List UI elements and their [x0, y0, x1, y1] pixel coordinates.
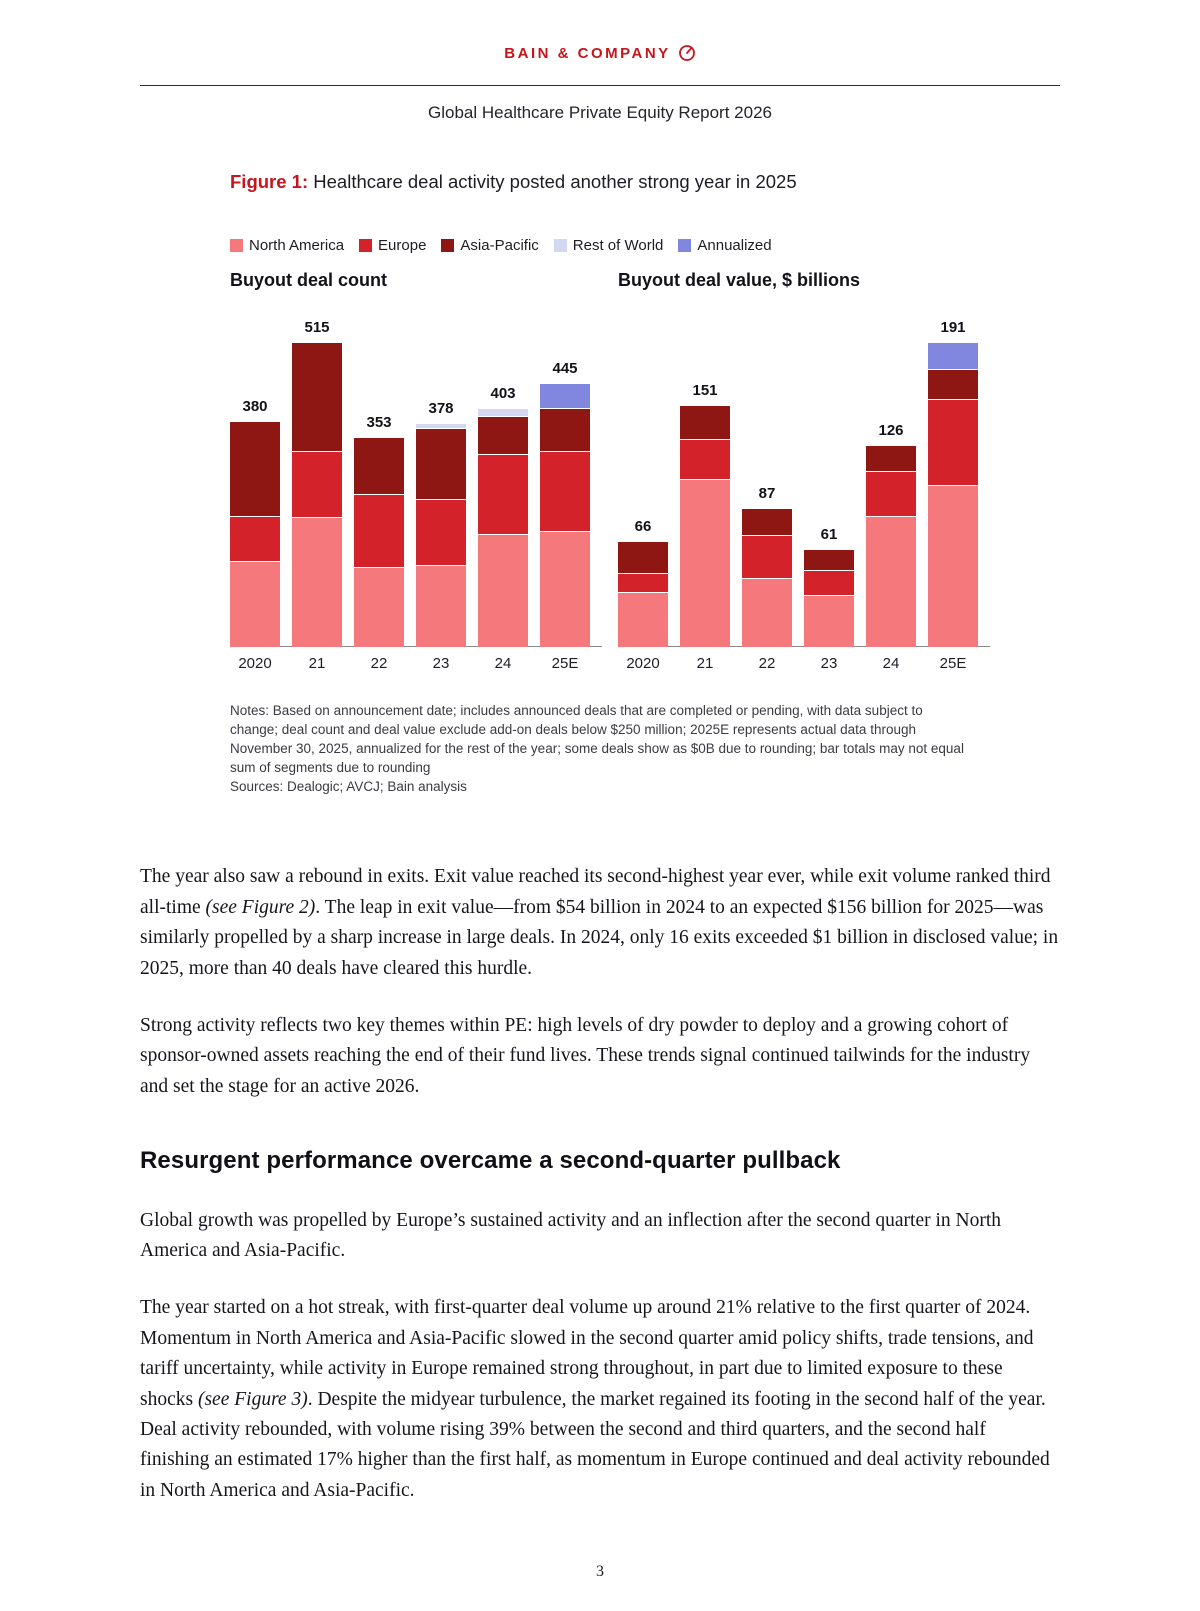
text-segment: Strong activity reflects two key themes within PE: high levels of dry powder to deploy and a growing cohort of sponsor-owned assets reaching the end of their fund lives. These trends signal continued tailwinds for the industry and set the stage for an active 2026. — [140, 1014, 1031, 1097]
bar-segment-north-america — [354, 567, 404, 646]
bar-segment-annualized — [928, 342, 978, 369]
bar-total-label: 353 — [366, 414, 392, 432]
bar-stack — [540, 359, 590, 647]
legend-label: Rest of World — [572, 236, 664, 254]
bar-total-label: 515 — [304, 318, 330, 336]
bar-segment-asia-pacific — [804, 549, 854, 570]
bar-segment-north-america — [292, 517, 342, 647]
text-segment: . The leap in exit value—from $54 billion in 2024 to an expected $156 billion for 2025—was similarly propelled by a sharp increase in large deals. In 2024, only 16 exits exceeded $1 billion in disclosed value; in 2025, more than 40 deals have cleared this hurdle. — [140, 896, 1059, 979]
figure-notes: Notes: Based on announcement date; includes announced deals that are completed or pending, with data subject to change; deal count and deal value exclude add-on deals below $250 million; 2025E represents actual data through November 30, 2025, annualized for the rest of the year; some deals show as $0B due to rounding; bar totals may not equal sum of segments due to rounding — [230, 702, 964, 775]
bar-stack — [478, 384, 528, 647]
bar-stack — [866, 422, 916, 646]
bar-stack — [618, 518, 668, 646]
legend-label: Annualized — [697, 236, 772, 254]
bar-segment-asia-pacific — [354, 437, 404, 493]
legend-item — [230, 237, 344, 254]
bar-column-21 — [292, 318, 342, 673]
bar-segment-north-america — [742, 578, 792, 647]
x-tick-label: 21 — [308, 654, 326, 672]
figure-reference: (see Figure 2) — [205, 896, 316, 918]
legend-label: North America — [249, 236, 345, 254]
header — [140, 44, 1060, 63]
legend-swatch — [554, 239, 567, 252]
bar-total-label: 87 — [758, 484, 776, 502]
bar-segment-europe — [292, 451, 342, 517]
x-tick-label: 23 — [820, 654, 838, 672]
x-tick-label: 25E — [939, 654, 967, 672]
bar-segment-asia-pacific — [416, 428, 466, 499]
bar-stack — [680, 382, 730, 646]
bar-total-label: 380 — [242, 398, 268, 416]
legend-swatch — [359, 239, 372, 252]
body-paragraph — [140, 1206, 1060, 1267]
figure-1 — [230, 171, 1060, 797]
bar-segment-asia-pacific — [292, 342, 342, 451]
bar-column-2020 — [230, 398, 280, 672]
bar-total-label: 66 — [634, 518, 652, 536]
charts-row — [230, 270, 1060, 673]
bar-segment-north-america — [618, 592, 668, 646]
bar-segment-europe — [478, 454, 528, 534]
bar-column-24 — [478, 384, 528, 673]
bar-column-23 — [804, 526, 854, 672]
bar-segment-europe — [804, 570, 854, 596]
figure-label: Figure 1: — [230, 170, 309, 192]
text-segment: The year also saw a rebound in exits. Exit value reached its second-highest year ever, while exit volume ranked third all-time — [140, 866, 1051, 918]
figure-caption: Healthcare deal activity posted another strong year in 2025 — [313, 170, 797, 192]
bar-column-22 — [354, 414, 404, 672]
bar-segment-north-america — [866, 516, 916, 647]
bar-segment-europe — [618, 573, 668, 592]
legend-item — [678, 237, 771, 254]
chart-plot — [618, 313, 990, 673]
body-copy — [140, 862, 1060, 1533]
bar-segment-europe — [230, 516, 280, 560]
bar-segment-europe — [866, 471, 916, 516]
bar-segment-north-america — [416, 565, 466, 647]
bar-segment-north-america — [540, 531, 590, 647]
chart-plot — [230, 313, 602, 673]
bar-segment-rest-of-world — [478, 408, 528, 416]
bar-stack — [928, 318, 978, 647]
bar-total-label: 403 — [490, 384, 516, 402]
chart-title: Buyout deal value, $ billions — [618, 269, 861, 290]
legend-label: Asia-Pacific — [460, 236, 539, 254]
brand-text: BAIN & COMPANY — [504, 44, 671, 62]
bar-segment-north-america — [928, 485, 978, 646]
chart-deal-count — [230, 270, 602, 673]
page-footer — [140, 1533, 1060, 1581]
bar-total-label: 378 — [428, 399, 454, 417]
x-tick-label: 22 — [758, 654, 776, 672]
bar-segment-annualized — [540, 383, 590, 409]
chart-deal-value — [618, 270, 990, 673]
bar-stack — [230, 398, 280, 646]
compass-icon — [678, 44, 696, 62]
bar-total-label: 445 — [552, 359, 578, 377]
body-paragraph — [140, 1011, 1060, 1102]
bar-segment-asia-pacific — [478, 416, 528, 455]
bar-column-25E — [928, 318, 978, 673]
bar-column-2020 — [618, 518, 668, 672]
section-heading: Resurgent performance overcame a second-quarter pullback — [140, 1147, 841, 1175]
header-divider — [140, 85, 1060, 86]
x-tick-label: 21 — [696, 654, 714, 672]
figure-reference: (see Figure 3) — [197, 1388, 308, 1410]
x-tick-label: 24 — [494, 654, 512, 672]
bar-segment-north-america — [680, 479, 730, 647]
bar-column-25E — [540, 359, 590, 673]
bar-stack — [804, 526, 854, 646]
x-tick-label: 25E — [551, 654, 579, 672]
x-tick-label: 2020 — [238, 654, 272, 672]
text-segment: Global growth was propelled by Europe’s sustained activity and an inflection after the second quarter in North America and Asia-Pacific. — [140, 1209, 1001, 1261]
x-tick-label: 22 — [370, 654, 388, 672]
bar-segment-asia-pacific — [540, 408, 590, 451]
bar-segment-europe — [680, 439, 730, 479]
legend-swatch — [230, 239, 243, 252]
text-segment: The year started on a hot streak, with first-quarter deal volume up around 21% relative to the first quarter of 2024. Momentum in North America and Asia-Pacific slowed in the second quarter amid policy shifts, trade tensions, and tariff uncertainty, while activity in Europe remained strong throughout, in part due to limited exposure to these shocks — [140, 1297, 1034, 1410]
text-segment: . Despite the midyear turbulence, the market regained its footing in the second half of the year. Deal activity rebounded, with volume rising 39% between the second and third quarters, and the second half finishing an estimated 17% higher than the first half, as momentum in Europe continued and deal activity rebounded in North America and Asia-Pacific. — [140, 1388, 1050, 1501]
x-tick-label: 2020 — [626, 654, 660, 672]
bar-segment-europe — [928, 399, 978, 485]
bar-total-label: 126 — [878, 422, 904, 440]
bar-stack — [292, 318, 342, 647]
bar-segment-europe — [354, 494, 404, 567]
bar-segment-europe — [540, 451, 590, 531]
legend-label: Europe — [378, 236, 427, 254]
body-paragraph — [140, 1293, 1060, 1506]
body-paragraph — [140, 862, 1060, 984]
brand-logo — [504, 44, 695, 62]
bar-column-21 — [680, 382, 730, 672]
bar-segment-north-america — [478, 534, 528, 647]
bar-total-label: 151 — [692, 382, 718, 400]
legend-item — [554, 237, 664, 254]
figure-title — [230, 171, 1060, 193]
legend-item — [441, 237, 538, 254]
bar-segment-europe — [416, 499, 466, 565]
bar-stack — [416, 399, 466, 647]
bar-segment-europe — [742, 535, 792, 578]
chart-title: Buyout deal count — [230, 269, 387, 290]
bar-column-23 — [416, 399, 466, 673]
bar-total-label: 191 — [940, 318, 966, 336]
page-number: 3 — [596, 1563, 604, 1581]
x-tick-label: 24 — [882, 654, 900, 672]
bar-stack — [742, 484, 792, 647]
report-title: Global Healthcare Private Equity Report 2026 — [428, 102, 772, 122]
bar-segment-asia-pacific — [618, 541, 668, 573]
bar-segment-asia-pacific — [742, 508, 792, 535]
legend-item — [359, 237, 426, 254]
x-tick-label: 23 — [432, 654, 450, 672]
bar-column-22 — [742, 484, 792, 673]
bar-segment-asia-pacific — [928, 369, 978, 399]
legend-swatch — [678, 239, 691, 252]
bar-total-label: 61 — [820, 526, 838, 544]
bar-column-24 — [866, 422, 916, 672]
bar-segment-north-america — [230, 561, 280, 647]
bar-stack — [354, 414, 404, 646]
legend-swatch — [441, 239, 454, 252]
bar-segment-asia-pacific — [230, 421, 280, 516]
bar-segment-north-america — [804, 595, 854, 646]
bar-segment-asia-pacific — [680, 405, 730, 439]
bar-segment-asia-pacific — [866, 445, 916, 471]
chart-legend — [230, 237, 1060, 254]
figure-sources: Sources: Dealogic; AVCJ; Bain analysis — [230, 779, 467, 795]
